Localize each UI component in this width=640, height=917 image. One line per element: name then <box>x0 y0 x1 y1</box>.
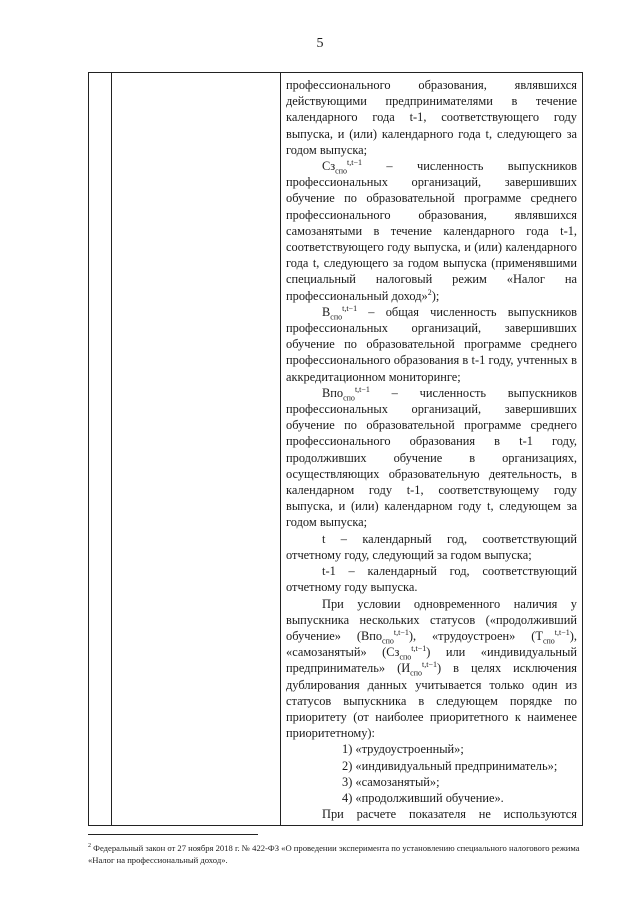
list-item: 2) «индивидуальный предприниматель»; <box>342 758 558 773</box>
footnote <box>88 840 583 866</box>
definition-text: – общая численность выпускников профессиональных организаций, завершивших обучение по образовательной программе среднего профессионального образования в t-1 году, учтенных в аккредитационном мониторинге; <box>286 304 577 384</box>
definition-text: – численность выпускников профессиональных организаций, завершивших обучение по образовательной программе среднего профессионального образования в t-1 году, продолживших обучение в организациях, осуществляющих образовательную деятельность, в календарном году t-1, соответствующему году выпуска, и (или) календарном году t, следующем за годом выпуска; <box>286 385 577 530</box>
variable-superscript: t,t−1 <box>354 384 370 394</box>
text-segment: ), «трудоустроен» (Т <box>408 628 543 643</box>
variable-superscript: t,t−1 <box>422 660 437 670</box>
variable-subscript: спо <box>382 636 394 646</box>
definition-t-minus-1: t-1 – календарный год, соответствующий отчетному году выпуска. <box>286 564 577 595</box>
variable-subscript: спо <box>399 652 412 662</box>
variable-subscript: спо <box>335 166 348 176</box>
definition-sz <box>286 158 577 304</box>
variable-subscript: спо <box>542 636 555 646</box>
footnote-divider <box>88 834 258 835</box>
definition-t: t – календарный год, соответствующий отчетному году, следующий за годом выпуска; <box>286 531 577 562</box>
variable-subscript: спо <box>330 312 343 322</box>
variable-sz: Сз <box>322 159 336 174</box>
list-item: 4) «продолживший обучение». <box>342 790 504 805</box>
variable-superscript: t,t−1 <box>393 627 409 637</box>
text-segment: ) в целях исключения дублирования данных учитывается только один из статусов выпускника в следующем порядке по приоритету (от наиболее приоритетного к наименее приоритетному): <box>286 661 577 741</box>
variable-subscript: спо <box>343 393 355 403</box>
variable-superscript: t,t−1 <box>411 643 427 653</box>
variable-subscript: спо <box>410 668 422 678</box>
variable-superscript: t,t−1 <box>347 157 362 167</box>
text-segment: ), «самозанятый» (Сз <box>286 628 577 660</box>
list-item: 1) «трудоустроенный»; <box>342 742 464 757</box>
definition-v <box>286 304 577 385</box>
variable-vpo: Впо <box>322 385 344 400</box>
page-number: 5 <box>316 36 324 51</box>
definition-vpo <box>286 385 577 531</box>
variable-v: В <box>322 304 331 319</box>
text-segment: ) или «индивидуальный предприниматель» (И <box>286 645 577 676</box>
table-column-divider <box>111 73 112 825</box>
variable-superscript: t,t−1 <box>342 303 358 313</box>
text-segment: При условии одновременного наличия у выпускника нескольких статусов («продолживший обучение» (Впо <box>286 596 577 643</box>
footnote-mark: 2 <box>88 843 91 849</box>
footnote-text: Федеральный закон от 27 ноября 2018 г. № 422-ФЗ «О проведении эксперимента по установлению специального налогового режима «Налог на профессиональный доход». <box>88 842 580 865</box>
definition-text: – численность выпускников профессиональных организаций, завершивших обучение по образовательной программе среднего профессионального образования, являвшихся самозанятыми в течение календарного года t-1, соответствующего году выпуска, и (или) календарного года t, следующего за годом выпуска (применявшими специальный налоговый режим «Налог на профессиональный доход» <box>286 159 577 303</box>
priority-paragraph <box>286 596 577 742</box>
footnote-reference: 2 <box>427 287 432 297</box>
table-column-divider <box>280 73 281 825</box>
paragraph: При расчете показателя не используются <box>322 807 577 822</box>
list-item: 3) «самозанятый»; <box>342 774 440 789</box>
table-content-cell <box>286 77 577 825</box>
definition-end: ); <box>431 288 440 303</box>
document-table <box>88 72 583 826</box>
variable-superscript: t,t−1 <box>554 627 570 637</box>
paragraph: профессионального образования, являвшихся действующими предпринимателями в течение календарного года t-1, соответствующего году выпуска, и (или) календарного года t, следующего за годом выпуска; <box>286 78 577 157</box>
